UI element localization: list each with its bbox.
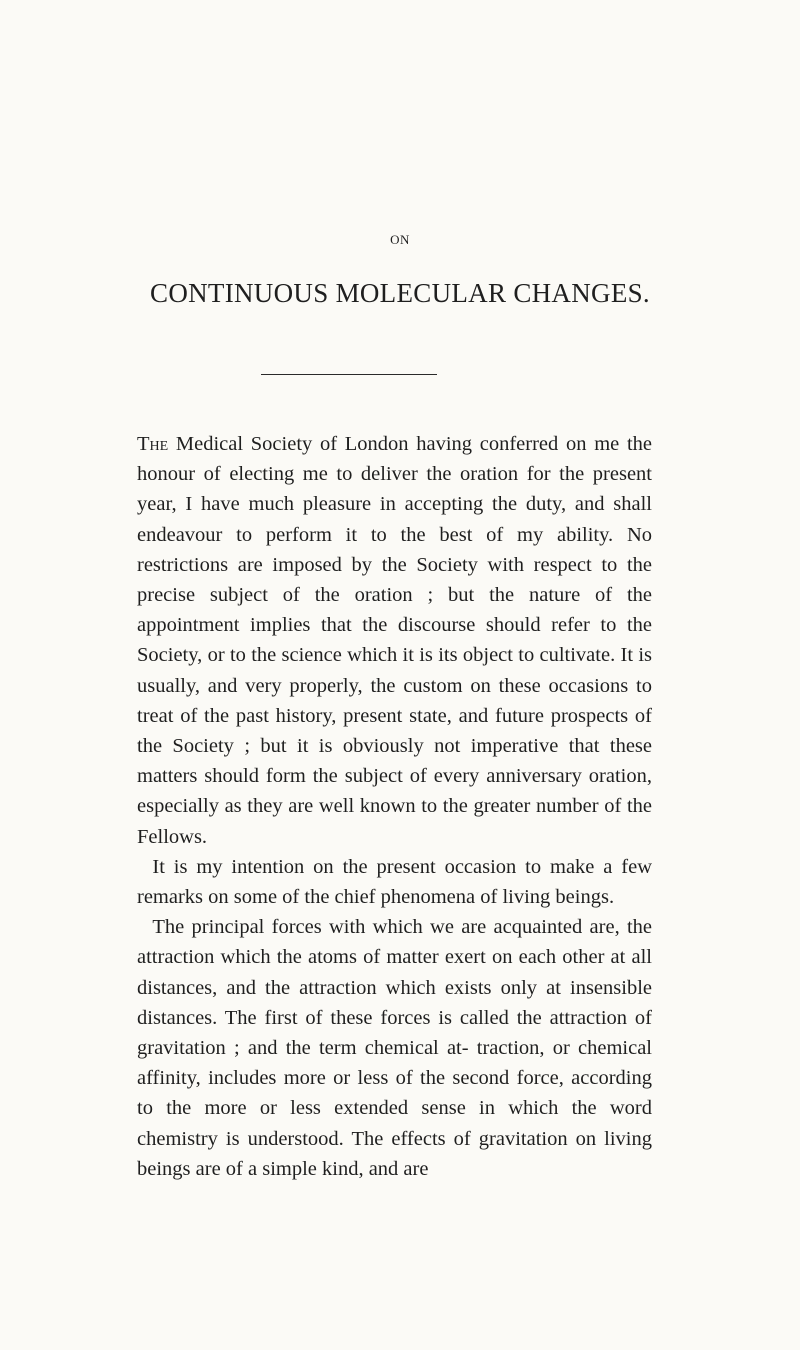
paragraph-2: It is my intention on the present occasion to make a few remarks on some of the chief phenomena of living beings. [137, 855, 652, 909]
page-title: CONTINUOUS MOLECULAR CHANGES. [150, 278, 650, 308]
title-prefix: ON [390, 232, 410, 247]
paragraph-1-text: Medical Society of London having conferred on me the honour of electing me to deliver the oration for the present year, I have much pleasure in accepting the duty, and shall endeavour to perform it to the best of my ability. No restrictions are imposed by the Society with respect to the precise subject of the oration ; but the nature of the appointment implies that the discourse should refer to the Society, or to the science which it is its object to cultivate. It is usually, and very properly, the custom on these occasions to treat of the past history, present state, and future prospects of the Society ; but it is obviously not imperative that these matters should form the subject of every anniversary oration, especially as they are well known to the greater number of the Fellows. [137, 433, 652, 848]
body-text [137, 429, 652, 1184]
paragraph-1-lead-word: The [137, 433, 169, 455]
paragraph-3: The principal forces with which we are acquainted are, the attraction which the atoms of matter exert on each other at all distances, and the attraction which exists only at insensible distances. The first of these forces is called the attraction of gravitation ; and the term chemical at- traction, or chemical affinity, includes more or less of the second force, according to the more or less extended sense in which the word chemistry is understood. The effects of gravitation on living beings are of a simple kind, and are [137, 916, 652, 1180]
title-divider [261, 374, 437, 375]
paragraph-1 [137, 429, 652, 852]
